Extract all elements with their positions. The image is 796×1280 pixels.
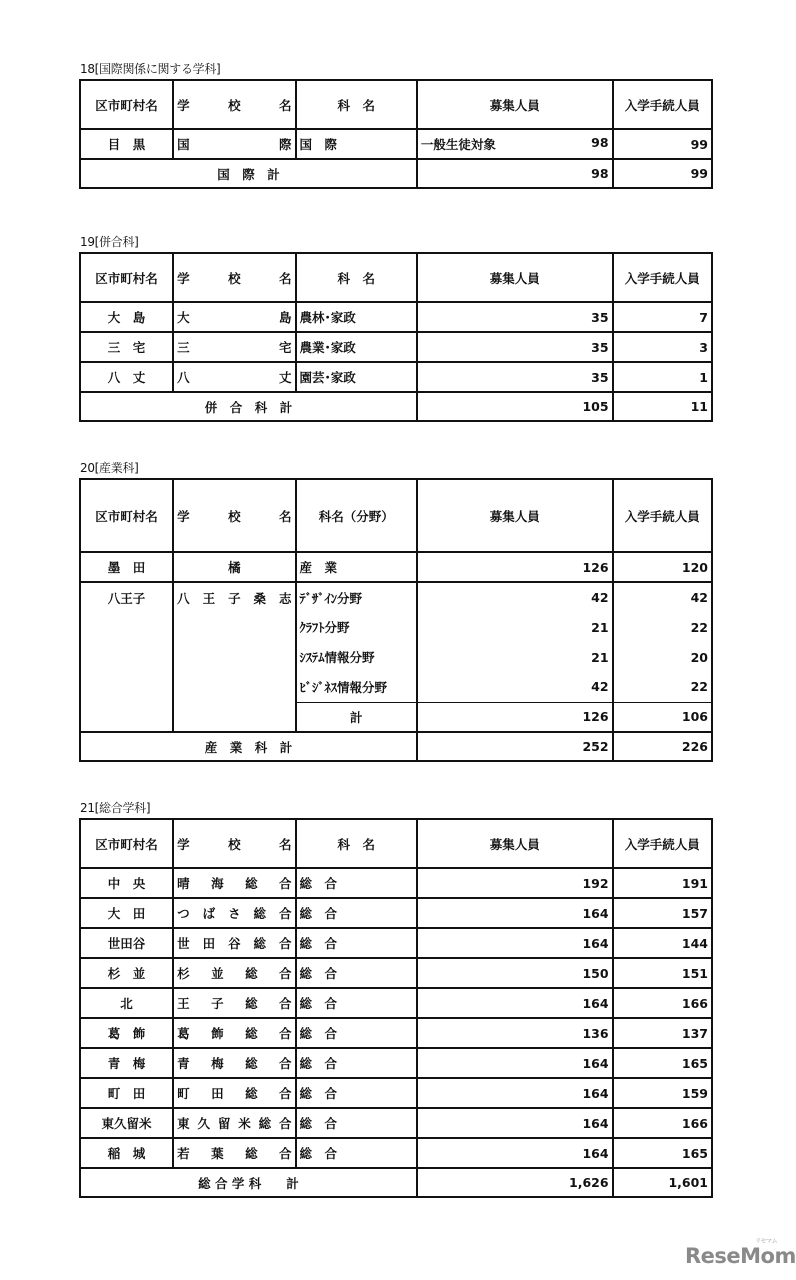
table-row (80, 868, 712, 898)
district-cell: 青 梅 (80, 1048, 173, 1078)
district-cell: 中 央 (80, 868, 173, 898)
total-label: 総 合 学 科 計 (80, 1168, 417, 1197)
table-row (80, 958, 712, 988)
total-label: 産 業 科 計 (80, 732, 417, 761)
header-school: 学 校 名 (173, 253, 295, 302)
total-recruit: 98 (417, 159, 613, 188)
header-district: 区市町村名 (80, 253, 173, 302)
table-row (80, 988, 712, 1018)
subject-cell: 総 合 (296, 1108, 417, 1138)
enrolled-cell: 191 (613, 868, 712, 898)
district-cell: 目 黒 (80, 129, 173, 159)
table-comprehensive (79, 818, 713, 1198)
district-cell: 北 (80, 988, 173, 1018)
enrolled-cell: 157 (613, 898, 712, 928)
school-cell: 王 子 総 合 (173, 988, 295, 1018)
recruit-cell: 164 (417, 988, 613, 1018)
table-row (80, 1078, 712, 1108)
recruit-cell: 192 (417, 868, 613, 898)
header-subject: 科 名 (296, 253, 417, 302)
recruit-cell: 164 (417, 1138, 613, 1168)
subject-cell: 国 際 (296, 129, 417, 159)
header-district: 区市町村名 (80, 479, 173, 552)
table-row (80, 552, 712, 582)
enrolled-cell: 137 (613, 1018, 712, 1048)
school-cell: 八 王 子 桑 志 (173, 582, 295, 732)
school-cell: つ ば さ 総 合 (173, 898, 295, 928)
total-enrolled: 11 (613, 392, 712, 421)
header-subject: 科 名 (296, 80, 417, 129)
recruit-cell: 42 (417, 672, 613, 702)
subject-cell: 総 合 (296, 1018, 417, 1048)
school-cell: 東 久 留 米 総 合 (173, 1108, 295, 1138)
section-title-19: 19[併合科] (80, 235, 139, 249)
subject-cell: 総 合 (296, 1078, 417, 1108)
total-enrolled: 226 (613, 732, 712, 761)
table-row (80, 1108, 712, 1138)
header-enrolled: 入学手続人員 (613, 80, 712, 129)
enrolled-cell: 22 (613, 612, 712, 642)
district-cell: 葛 飾 (80, 1018, 173, 1048)
subject-cell: 産 業 (296, 552, 417, 582)
subject-cell: 総 合 (296, 958, 417, 988)
field-cell: ﾃﾞｻﾞｲﾝ分野 (296, 582, 417, 612)
recruit-cell: 42 (417, 582, 613, 612)
district-cell: 町 田 (80, 1078, 173, 1108)
enrolled-cell: 7 (613, 302, 712, 332)
header-school: 学 校 名 (173, 819, 295, 868)
district-cell: 大 田 (80, 898, 173, 928)
enrolled-cell: 42 (613, 582, 712, 612)
header-subject-field: 科名（分野） (296, 479, 417, 552)
subtotal-recruit: 126 (417, 702, 613, 732)
school-cell: 大 島 (173, 302, 295, 332)
subject-cell: 農林･家政 (296, 302, 417, 332)
header-row (80, 479, 712, 552)
subject-cell: 総 合 (296, 988, 417, 1018)
recruit-cell: 164 (417, 928, 613, 958)
total-row (80, 1168, 712, 1197)
field-cell: ｸﾗﾌﾄ分野 (296, 612, 417, 642)
enrolled-cell: 151 (613, 958, 712, 988)
total-label: 国 際 計 (80, 159, 417, 188)
header-row (80, 819, 712, 868)
subject-cell: 園芸･家政 (296, 362, 417, 392)
total-recruit: 1,626 (417, 1168, 613, 1197)
total-recruit: 105 (417, 392, 613, 421)
enrolled-cell: 1 (613, 362, 712, 392)
recruit-cell: 164 (417, 1108, 613, 1138)
school-cell: 世 田 谷 総 合 (173, 928, 295, 958)
district-cell: 大 島 (80, 302, 173, 332)
field-cell: ﾋﾞｼﾞﾈｽ情報分野 (296, 672, 417, 702)
enrolled-cell: 165 (613, 1138, 712, 1168)
resemom-logo: ReseMom リセマム (685, 1238, 796, 1268)
total-enrolled: 99 (613, 159, 712, 188)
recruit-cell: 126 (417, 552, 613, 582)
header-district: 区市町村名 (80, 80, 173, 129)
enrolled-cell: 166 (613, 1108, 712, 1138)
recruit-cell: 164 (417, 1048, 613, 1078)
school-cell: 三 宅 (173, 332, 295, 362)
district-cell: 墨 田 (80, 552, 173, 582)
subject-cell: 総 合 (296, 928, 417, 958)
enrolled-cell: 166 (613, 988, 712, 1018)
table-international (79, 79, 713, 189)
enrolled-cell: 159 (613, 1078, 712, 1108)
table-row (80, 1138, 712, 1168)
header-enrolled: 入学手続人員 (613, 253, 712, 302)
total-recruit: 252 (417, 732, 613, 761)
subject-cell: 総 合 (296, 1048, 417, 1078)
table-row (80, 582, 712, 612)
header-school: 学 校 名 (173, 479, 295, 552)
school-cell: 葛 飾 総 合 (173, 1018, 295, 1048)
subtotal-label: 計 (296, 702, 417, 732)
enrolled-cell: 120 (613, 552, 712, 582)
district-cell: 稲 城 (80, 1138, 173, 1168)
enrolled-cell: 22 (613, 672, 712, 702)
school-cell: 杉 並 総 合 (173, 958, 295, 988)
section-title-18: 18[国際関係に関する学科] (80, 62, 221, 76)
district-cell: 八王子 (80, 582, 173, 732)
school-cell: 国 際 (173, 129, 295, 159)
header-district: 区市町村名 (80, 819, 173, 868)
enrolled-cell: 165 (613, 1048, 712, 1078)
table-industry (79, 478, 713, 762)
recruit-cell: 21 (417, 642, 613, 672)
recruit-cell: 164 (417, 898, 613, 928)
district-cell: 東久留米 (80, 1108, 173, 1138)
header-recruit: 募集人員 (417, 80, 613, 129)
header-recruit: 募集人員 (417, 819, 613, 868)
table-row (80, 129, 712, 159)
subtotal-enrolled: 106 (613, 702, 712, 732)
district-cell: 世田谷 (80, 928, 173, 958)
recruit-cell: 136 (417, 1018, 613, 1048)
table-row (80, 898, 712, 928)
school-cell: 八 丈 (173, 362, 295, 392)
enrolled-cell: 3 (613, 332, 712, 362)
section-title-20: 20[産業科] (80, 461, 139, 475)
school-cell: 町 田 総 合 (173, 1078, 295, 1108)
recruit-cell: 150 (417, 958, 613, 988)
subject-cell: 総 合 (296, 898, 417, 928)
table-row (80, 362, 712, 392)
enrolled-cell: 20 (613, 642, 712, 672)
table-combined (79, 252, 713, 422)
subject-cell: 総 合 (296, 1138, 417, 1168)
district-cell: 杉 並 (80, 958, 173, 988)
recruit-cell: 21 (417, 612, 613, 642)
header-enrolled: 入学手続人員 (613, 479, 712, 552)
enrolled-cell: 144 (613, 928, 712, 958)
table-row (80, 1048, 712, 1078)
total-row (80, 159, 712, 188)
enrolled-cell: 99 (613, 129, 712, 159)
header-row (80, 253, 712, 302)
recruit-cell: 35 (417, 332, 613, 362)
school-cell: 橘 (173, 552, 295, 582)
header-enrolled: 入学手続人員 (613, 819, 712, 868)
total-row (80, 392, 712, 421)
recruit-cell: 一般生徒対象 98 (417, 129, 613, 159)
subject-cell: 総 合 (296, 868, 417, 898)
school-cell: 若 葉 総 合 (173, 1138, 295, 1168)
header-row (80, 80, 712, 129)
total-label: 併 合 科 計 (80, 392, 417, 421)
table-row (80, 1018, 712, 1048)
recruit-cell: 164 (417, 1078, 613, 1108)
district-cell: 八 丈 (80, 362, 173, 392)
district-cell: 三 宅 (80, 332, 173, 362)
section-title-21: 21[総合学科] (80, 801, 151, 815)
school-cell: 青 梅 総 合 (173, 1048, 295, 1078)
header-subject: 科 名 (296, 819, 417, 868)
total-enrolled: 1,601 (613, 1168, 712, 1197)
recruit-cell: 35 (417, 302, 613, 332)
total-row (80, 732, 712, 761)
school-cell: 晴 海 総 合 (173, 868, 295, 898)
table-row (80, 302, 712, 332)
recruit-cell: 35 (417, 362, 613, 392)
table-row (80, 928, 712, 958)
field-cell: ｼｽﾃﾑ情報分野 (296, 642, 417, 672)
table-row (80, 332, 712, 362)
header-school: 学 校 名 (173, 80, 295, 129)
header-recruit: 募集人員 (417, 479, 613, 552)
subject-cell: 農業･家政 (296, 332, 417, 362)
header-recruit: 募集人員 (417, 253, 613, 302)
